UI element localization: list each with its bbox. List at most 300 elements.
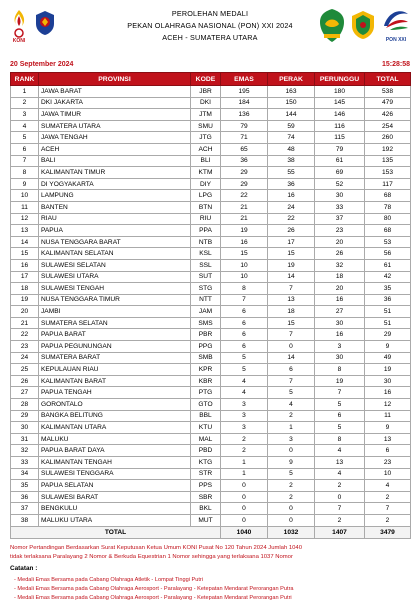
- cell-rank: 6: [11, 143, 39, 155]
- cell-provinsi: KALIMANTAN UTARA: [39, 422, 191, 434]
- cell-provinsi: SUMATERA UTARA: [39, 120, 191, 132]
- cell-perunggu: 26: [315, 248, 365, 260]
- table-row: [11, 364, 411, 376]
- table-header-row: [11, 73, 411, 86]
- report-header: [0, 0, 420, 58]
- catatan-item: - Medali Emas Bersama pada Cabang Olahraga Aerosport - Paralayang - Ketepatan Mendarat Perorangan Putra: [14, 586, 294, 592]
- cell-total: 56: [365, 248, 411, 260]
- cell-perunggu: 7: [315, 503, 365, 515]
- cell-emas: 184: [221, 97, 268, 109]
- cell-rank: 12: [11, 213, 39, 225]
- cell-rank: 1: [11, 86, 39, 98]
- table-row: [11, 248, 411, 260]
- col-provinsi: PROVINSI: [39, 73, 191, 86]
- cell-provinsi: SUMATERA BARAT: [39, 352, 191, 364]
- cell-kode: DKI: [191, 97, 221, 109]
- cell-kode: SMB: [191, 352, 221, 364]
- total-total: 3479: [365, 526, 411, 538]
- total-perak: 1032: [268, 526, 315, 538]
- cell-emas: 29: [221, 178, 268, 190]
- cell-provinsi: RIAU: [39, 213, 191, 225]
- medal-table: [10, 72, 411, 539]
- table-row: [11, 457, 411, 469]
- cell-rank: 33: [11, 457, 39, 469]
- cell-perak: 15: [268, 317, 315, 329]
- cell-total: 29: [365, 329, 411, 341]
- cell-total: 80: [365, 213, 411, 225]
- cell-emas: 10: [221, 259, 268, 271]
- table-row: [11, 283, 411, 295]
- cell-rank: 14: [11, 236, 39, 248]
- cell-emas: 6: [221, 317, 268, 329]
- table-row: [11, 178, 411, 190]
- cell-perak: 36: [268, 178, 315, 190]
- cell-provinsi: ACEH: [39, 143, 191, 155]
- cell-perunggu: 6: [315, 410, 365, 422]
- aceh-emblem-icon: [318, 8, 346, 44]
- cell-provinsi: NUSA TENGGARA BARAT: [39, 236, 191, 248]
- table-row: [11, 352, 411, 364]
- cell-perunggu: 30: [315, 190, 365, 202]
- cell-perak: 7: [268, 375, 315, 387]
- cell-perunggu: 33: [315, 201, 365, 213]
- cell-provinsi: KALIMANTAN TENGAH: [39, 457, 191, 469]
- cell-rank: 16: [11, 259, 39, 271]
- cell-provinsi: KALIMANTAN TIMUR: [39, 167, 191, 179]
- table-row: [11, 480, 411, 492]
- cell-perak: 0: [268, 503, 315, 515]
- col-rank: RANK: [11, 73, 39, 86]
- cell-kode: KTU: [191, 422, 221, 434]
- cell-perak: 0: [268, 445, 315, 457]
- table-row: [11, 294, 411, 306]
- cell-perak: 48: [268, 143, 315, 155]
- cell-perak: 16: [268, 190, 315, 202]
- cell-perunggu: 145: [315, 97, 365, 109]
- cell-rank: 19: [11, 294, 39, 306]
- cell-perak: 17: [268, 236, 315, 248]
- title-line-3: ACEH - SUMATERA UTARA: [162, 33, 258, 42]
- cell-perunggu: 61: [315, 155, 365, 167]
- cell-provinsi: SULAWESI SELATAN: [39, 259, 191, 271]
- col-kode: KODE: [191, 73, 221, 86]
- cell-emas: 1: [221, 468, 268, 480]
- koni-label: KONI: [12, 38, 26, 44]
- date-line: [10, 61, 410, 71]
- table-row: [11, 271, 411, 283]
- cell-total: 153: [365, 167, 411, 179]
- header-title-block: [90, 8, 330, 44]
- kemenpora-emblem-icon: [34, 10, 56, 36]
- cell-perak: 15: [268, 248, 315, 260]
- cell-total: 49: [365, 352, 411, 364]
- cell-kode: BKL: [191, 503, 221, 515]
- cell-total: 117: [365, 178, 411, 190]
- cell-rank: 21: [11, 317, 39, 329]
- cell-perak: 13: [268, 294, 315, 306]
- cell-provinsi: GORONTALO: [39, 399, 191, 411]
- cell-perak: 6: [268, 364, 315, 376]
- table-row: [11, 514, 411, 526]
- cell-emas: 6: [221, 341, 268, 353]
- cell-provinsi: BANTEN: [39, 201, 191, 213]
- cell-perunggu: 32: [315, 259, 365, 271]
- cell-kode: SBR: [191, 491, 221, 503]
- cell-perak: 0: [268, 514, 315, 526]
- cell-perak: 38: [268, 155, 315, 167]
- table-row: [11, 236, 411, 248]
- table-row: [11, 167, 411, 179]
- title-line-1: PEROLEHAN MEDALI: [171, 9, 249, 18]
- cell-perunggu: 2: [315, 514, 365, 526]
- cell-total: 53: [365, 236, 411, 248]
- table-row: [11, 259, 411, 271]
- table-row: [11, 387, 411, 399]
- cell-perak: 24: [268, 201, 315, 213]
- cell-perak: 14: [268, 352, 315, 364]
- cell-rank: 26: [11, 375, 39, 387]
- cell-perak: 3: [268, 433, 315, 445]
- cell-provinsi: PAPUA TENGAH: [39, 387, 191, 399]
- cell-kode: JAM: [191, 306, 221, 318]
- cell-emas: 0: [221, 491, 268, 503]
- cell-provinsi: MALUKU UTARA: [39, 514, 191, 526]
- cell-provinsi: PAPUA SELATAN: [39, 480, 191, 492]
- cell-total: 61: [365, 259, 411, 271]
- cell-rank: 10: [11, 190, 39, 202]
- cell-rank: 23: [11, 341, 39, 353]
- cell-rank: 3: [11, 109, 39, 121]
- cell-perunggu: 30: [315, 352, 365, 364]
- table-row: [11, 213, 411, 225]
- cell-emas: 6: [221, 329, 268, 341]
- cell-perak: 144: [268, 109, 315, 121]
- cell-total: 135: [365, 155, 411, 167]
- cell-kode: KBR: [191, 375, 221, 387]
- cell-total: 254: [365, 120, 411, 132]
- cell-perak: 2: [268, 410, 315, 422]
- cell-perak: 7: [268, 329, 315, 341]
- cell-provinsi: MALUKU: [39, 433, 191, 445]
- cell-rank: 30: [11, 422, 39, 434]
- cell-provinsi: LAMPUNG: [39, 190, 191, 202]
- cell-emas: 79: [221, 120, 268, 132]
- cell-rank: 13: [11, 225, 39, 237]
- cell-perunggu: 79: [315, 143, 365, 155]
- table-total-row: [11, 526, 411, 538]
- cell-provinsi: JAWA BARAT: [39, 86, 191, 98]
- cell-kode: DIY: [191, 178, 221, 190]
- col-total: TOTAL: [365, 73, 411, 86]
- cell-total: 426: [365, 109, 411, 121]
- cell-kode: JTM: [191, 109, 221, 121]
- cell-rank: 18: [11, 283, 39, 295]
- cell-rank: 37: [11, 503, 39, 515]
- table-row: [11, 225, 411, 237]
- cell-total: 30: [365, 375, 411, 387]
- cell-total: 7: [365, 503, 411, 515]
- cell-rank: 34: [11, 468, 39, 480]
- cell-total: 2: [365, 491, 411, 503]
- cell-kode: LPG: [191, 190, 221, 202]
- total-label: TOTAL: [11, 526, 221, 538]
- catatan-item: - Medali Emas Bersama pada Cabang Olahraga Aerosport - Paralayang - Ketepatan Mendarat Perorangan Putri: [14, 595, 292, 601]
- cell-kode: MUT: [191, 514, 221, 526]
- table-row: [11, 329, 411, 341]
- cell-total: 538: [365, 86, 411, 98]
- cell-provinsi: KALIMANTAN BARAT: [39, 375, 191, 387]
- cell-rank: 15: [11, 248, 39, 260]
- cell-total: 19: [365, 364, 411, 376]
- cell-provinsi: NUSA TENGGARA TIMUR: [39, 294, 191, 306]
- table-row: [11, 306, 411, 318]
- cell-total: 78: [365, 201, 411, 213]
- note-line-2: tidak terlaksana Paralayang 2 Nomor & Berkuda Equestrian 1 Nomor sehingga yang terlaksana 1037 Nomor: [10, 554, 293, 560]
- cell-perunggu: 7: [315, 387, 365, 399]
- cell-emas: 10: [221, 271, 268, 283]
- total-perunggu: 1407: [315, 526, 365, 538]
- cell-emas: 8: [221, 283, 268, 295]
- cell-perunggu: 2: [315, 480, 365, 492]
- cell-perak: 9: [268, 457, 315, 469]
- cell-provinsi: SULAWESI UTARA: [39, 271, 191, 283]
- table-row: [11, 120, 411, 132]
- cell-total: 23: [365, 457, 411, 469]
- cell-provinsi: DKI JAKARTA: [39, 97, 191, 109]
- cell-emas: 4: [221, 387, 268, 399]
- cell-rank: 9: [11, 178, 39, 190]
- cell-perak: 59: [268, 120, 315, 132]
- cell-kode: KSL: [191, 248, 221, 260]
- cell-kode: KTM: [191, 167, 221, 179]
- sumut-emblem-icon: [350, 10, 376, 40]
- pon-xxi-logo-icon: [380, 6, 412, 36]
- cell-perak: 74: [268, 132, 315, 144]
- table-row: [11, 97, 411, 109]
- table-row: [11, 410, 411, 422]
- cell-provinsi: PAPUA: [39, 225, 191, 237]
- cell-total: 260: [365, 132, 411, 144]
- cell-provinsi: SULAWESI TENGAH: [39, 283, 191, 295]
- cell-kode: SMS: [191, 317, 221, 329]
- cell-perak: 150: [268, 97, 315, 109]
- cell-kode: PTG: [191, 387, 221, 399]
- table-row: [11, 422, 411, 434]
- cell-perunggu: 3: [315, 341, 365, 353]
- cell-total: 51: [365, 317, 411, 329]
- cell-emas: 4: [221, 375, 268, 387]
- cell-perunggu: 27: [315, 306, 365, 318]
- table-row: [11, 143, 411, 155]
- cell-kode: BBL: [191, 410, 221, 422]
- cell-emas: 21: [221, 213, 268, 225]
- cell-emas: 22: [221, 190, 268, 202]
- cell-provinsi: SULAWESI BARAT: [39, 491, 191, 503]
- cell-perunggu: 18: [315, 271, 365, 283]
- cell-emas: 16: [221, 236, 268, 248]
- cell-emas: 19: [221, 225, 268, 237]
- cell-rank: 36: [11, 491, 39, 503]
- cell-kode: GTO: [191, 399, 221, 411]
- cell-provinsi: SULAWESI TENGGARA: [39, 468, 191, 480]
- report-time: 15:28:58: [381, 61, 410, 68]
- cell-emas: 21: [221, 201, 268, 213]
- cell-perunggu: 16: [315, 294, 365, 306]
- cell-rank: 28: [11, 399, 39, 411]
- col-perak: PERAK: [268, 73, 315, 86]
- cell-perunggu: 16: [315, 329, 365, 341]
- cell-emas: 65: [221, 143, 268, 155]
- table-row: [11, 433, 411, 445]
- cell-perak: 7: [268, 283, 315, 295]
- cell-perak: 18: [268, 306, 315, 318]
- cell-perunggu: 116: [315, 120, 365, 132]
- catatan-item: - Medali Emas Bersama pada Cabang Olahraga Atletik - Lompat Tinggi Putri: [14, 577, 204, 583]
- cell-total: 12: [365, 399, 411, 411]
- cell-emas: 136: [221, 109, 268, 121]
- cell-kode: SMU: [191, 120, 221, 132]
- cell-total: 51: [365, 306, 411, 318]
- cell-emas: 6: [221, 306, 268, 318]
- total-emas: 1040: [221, 526, 268, 538]
- table-row: [11, 375, 411, 387]
- cell-perunggu: 19: [315, 375, 365, 387]
- cell-perak: 2: [268, 491, 315, 503]
- cell-kode: NTB: [191, 236, 221, 248]
- cell-total: 16: [365, 387, 411, 399]
- cell-rank: 35: [11, 480, 39, 492]
- cell-kode: PPG: [191, 341, 221, 353]
- cell-emas: 7: [221, 294, 268, 306]
- col-emas: EMAS: [221, 73, 268, 86]
- cell-perunggu: 5: [315, 422, 365, 434]
- cell-total: 68: [365, 190, 411, 202]
- cell-rank: 17: [11, 271, 39, 283]
- cell-provinsi: KALIMANTAN SELATAN: [39, 248, 191, 260]
- cell-perak: 4: [268, 399, 315, 411]
- cell-kode: STG: [191, 283, 221, 295]
- table-row: [11, 503, 411, 515]
- cell-perunggu: 52: [315, 178, 365, 190]
- cell-rank: 20: [11, 306, 39, 318]
- table-row: [11, 155, 411, 167]
- cell-perak: 22: [268, 213, 315, 225]
- cell-perunggu: 4: [315, 468, 365, 480]
- cell-kode: NTT: [191, 294, 221, 306]
- cell-rank: 31: [11, 433, 39, 445]
- cell-provinsi: PAPUA BARAT DAYA: [39, 445, 191, 457]
- cell-total: 11: [365, 410, 411, 422]
- cell-rank: 4: [11, 120, 39, 132]
- cell-perunggu: 115: [315, 132, 365, 144]
- cell-perunggu: 180: [315, 86, 365, 98]
- cell-perunggu: 37: [315, 213, 365, 225]
- pon-label: PON XXI: [385, 37, 407, 43]
- cell-emas: 36: [221, 155, 268, 167]
- cell-perunggu: 69: [315, 167, 365, 179]
- cell-kode: ACH: [191, 143, 221, 155]
- cell-rank: 5: [11, 132, 39, 144]
- cell-kode: PPS: [191, 480, 221, 492]
- cell-perak: 2: [268, 480, 315, 492]
- cell-total: 9: [365, 422, 411, 434]
- cell-kode: PBD: [191, 445, 221, 457]
- cell-kode: KTG: [191, 457, 221, 469]
- cell-rank: 25: [11, 364, 39, 376]
- table-row: [11, 341, 411, 353]
- cell-rank: 27: [11, 387, 39, 399]
- cell-kode: KPR: [191, 364, 221, 376]
- cell-kode: RIU: [191, 213, 221, 225]
- table-row: [11, 445, 411, 457]
- cell-total: 42: [365, 271, 411, 283]
- cell-emas: 2: [221, 433, 268, 445]
- cell-total: 2: [365, 514, 411, 526]
- table-body: [11, 86, 411, 539]
- table-row: [11, 190, 411, 202]
- cell-total: 192: [365, 143, 411, 155]
- cell-total: 35: [365, 283, 411, 295]
- cell-total: 6: [365, 445, 411, 457]
- table-row: [11, 317, 411, 329]
- note-line-1: Nomor Pertandingan Berdasarkan Surat Keputusan Ketua Umum KONI Pusat No 120 Tahun 2024 Jumlah 1040: [10, 545, 302, 551]
- cell-perak: 55: [268, 167, 315, 179]
- cell-emas: 2: [221, 445, 268, 457]
- cell-rank: 2: [11, 97, 39, 109]
- cell-perak: 26: [268, 225, 315, 237]
- cell-kode: STR: [191, 468, 221, 480]
- cell-perunggu: 20: [315, 283, 365, 295]
- cell-provinsi: KEPULAUAN RIAU: [39, 364, 191, 376]
- cell-kode: JBR: [191, 86, 221, 98]
- cell-emas: 3: [221, 422, 268, 434]
- cell-provinsi: PAPUA BARAT: [39, 329, 191, 341]
- cell-total: 479: [365, 97, 411, 109]
- cell-emas: 29: [221, 167, 268, 179]
- table-row: [11, 201, 411, 213]
- cell-perunggu: 5: [315, 399, 365, 411]
- cell-kode: PBR: [191, 329, 221, 341]
- cell-provinsi: BENGKULU: [39, 503, 191, 515]
- cell-provinsi: DI YOGYAKARTA: [39, 178, 191, 190]
- cell-provinsi: SUMATERA SELATAN: [39, 317, 191, 329]
- table-row: [11, 399, 411, 411]
- cell-provinsi: BALI: [39, 155, 191, 167]
- cell-total: 13: [365, 433, 411, 445]
- cell-emas: 0: [221, 514, 268, 526]
- cell-perunggu: 20: [315, 236, 365, 248]
- cell-kode: PPA: [191, 225, 221, 237]
- cell-perak: 163: [268, 86, 315, 98]
- cell-perunggu: 23: [315, 225, 365, 237]
- col-perunggu: PERUNGGU: [315, 73, 365, 86]
- cell-total: 36: [365, 294, 411, 306]
- cell-perunggu: 0: [315, 491, 365, 503]
- catatan-label: Catatan :: [10, 565, 38, 572]
- table-row: [11, 491, 411, 503]
- cell-emas: 71: [221, 132, 268, 144]
- cell-kode: JTG: [191, 132, 221, 144]
- cell-rank: 7: [11, 155, 39, 167]
- cell-rank: 8: [11, 167, 39, 179]
- cell-provinsi: BANGKA BELITUNG: [39, 410, 191, 422]
- cell-total: 9: [365, 341, 411, 353]
- cell-perunggu: 13: [315, 457, 365, 469]
- cell-emas: 0: [221, 480, 268, 492]
- cell-total: 68: [365, 225, 411, 237]
- cell-rank: 24: [11, 352, 39, 364]
- cell-emas: 3: [221, 399, 268, 411]
